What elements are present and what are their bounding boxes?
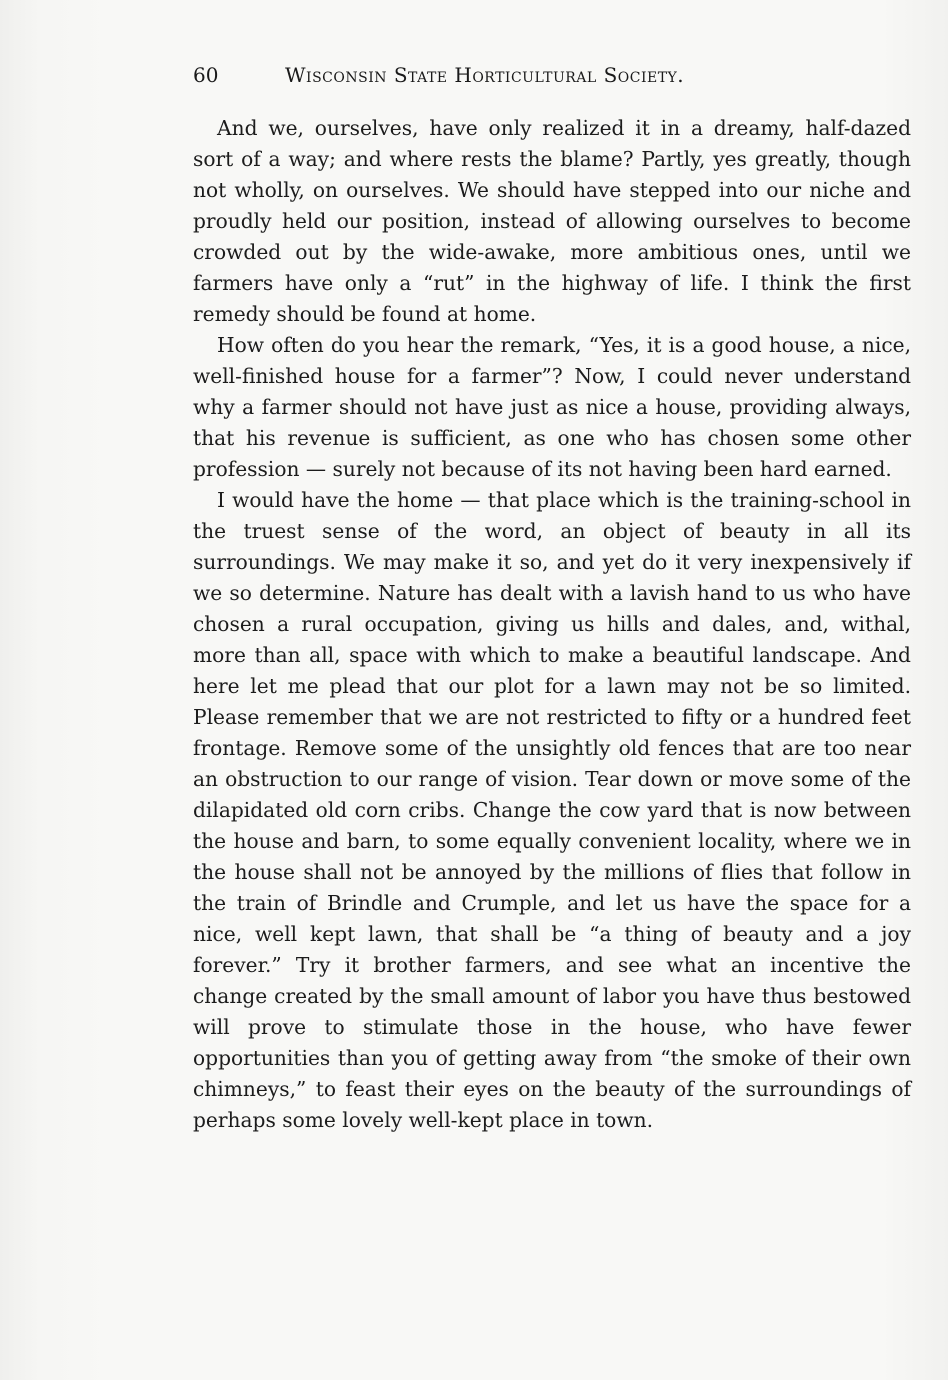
paragraph: How often do you hear the remark, “Yes, it is a good house, a nice, well-finished house for a farmer”? Now, I could never understand why a farmer should not have just as nice a house, providing always, that his revenue is sufficient, as one who has chosen some other profession — surely not because of its not having been hard earned. bbox=[193, 333, 911, 481]
paragraph: I would have the home — that place which is the training-school in the truest sense of the word, an object of beauty in all its surroundings. We may make it so, and yet do it very inexpensively if we so determine. Nature has dealt with a lavish hand to us who have chosen a rural occupation, giving us hills and dales, and, withal, more than all, space with which to make a beautiful landscape. And here let me plead that our plot for a lawn may not be so limited. Please remember that we are not restricted to fifty or a hundred feet frontage. Remove some of the unsightly old fences that are too near an obstruction to our range of vision. Tear down or move some of the dilapidated old corn cribs. Change the cow yard that is now between the house and barn, to some equally convenient locality, where we in the house shall not be annoyed by the millions of flies that follow in the train of Brindle and Crumple, and let us have the space for a nice, well kept lawn, that shall be “a thing of beauty and a joy forever.” Try it brother farmers, and see what an incentive the change created by the small amount of labor you have thus bestowed will prove to stimulate those in the house, who have fewer opportunities than you of getting away from “the smoke of their own chimneys,” to feast their eyes on the beauty of the surroundings of perhaps some lovely well-kept place in town. bbox=[193, 488, 911, 1132]
page-number: 60 bbox=[193, 63, 219, 87]
paragraph: And we, ourselves, have only realized it in a dreamy, half-dazed sort of a way; and where rests the blame? Partly, yes greatly, though not wholly, on ourselves. We should have stepped into our niche and proudly held our position, instead of allowing ourselves to become crowded out by the wide-awake, more ambitious ones, until we farmers have only a “rut” in the highway of life. I think the first remedy should be found at home. bbox=[193, 116, 911, 326]
running-title: Wisconsin State Horticultural Society. bbox=[285, 63, 685, 87]
page-body bbox=[193, 113, 911, 1136]
page-header bbox=[193, 60, 833, 90]
